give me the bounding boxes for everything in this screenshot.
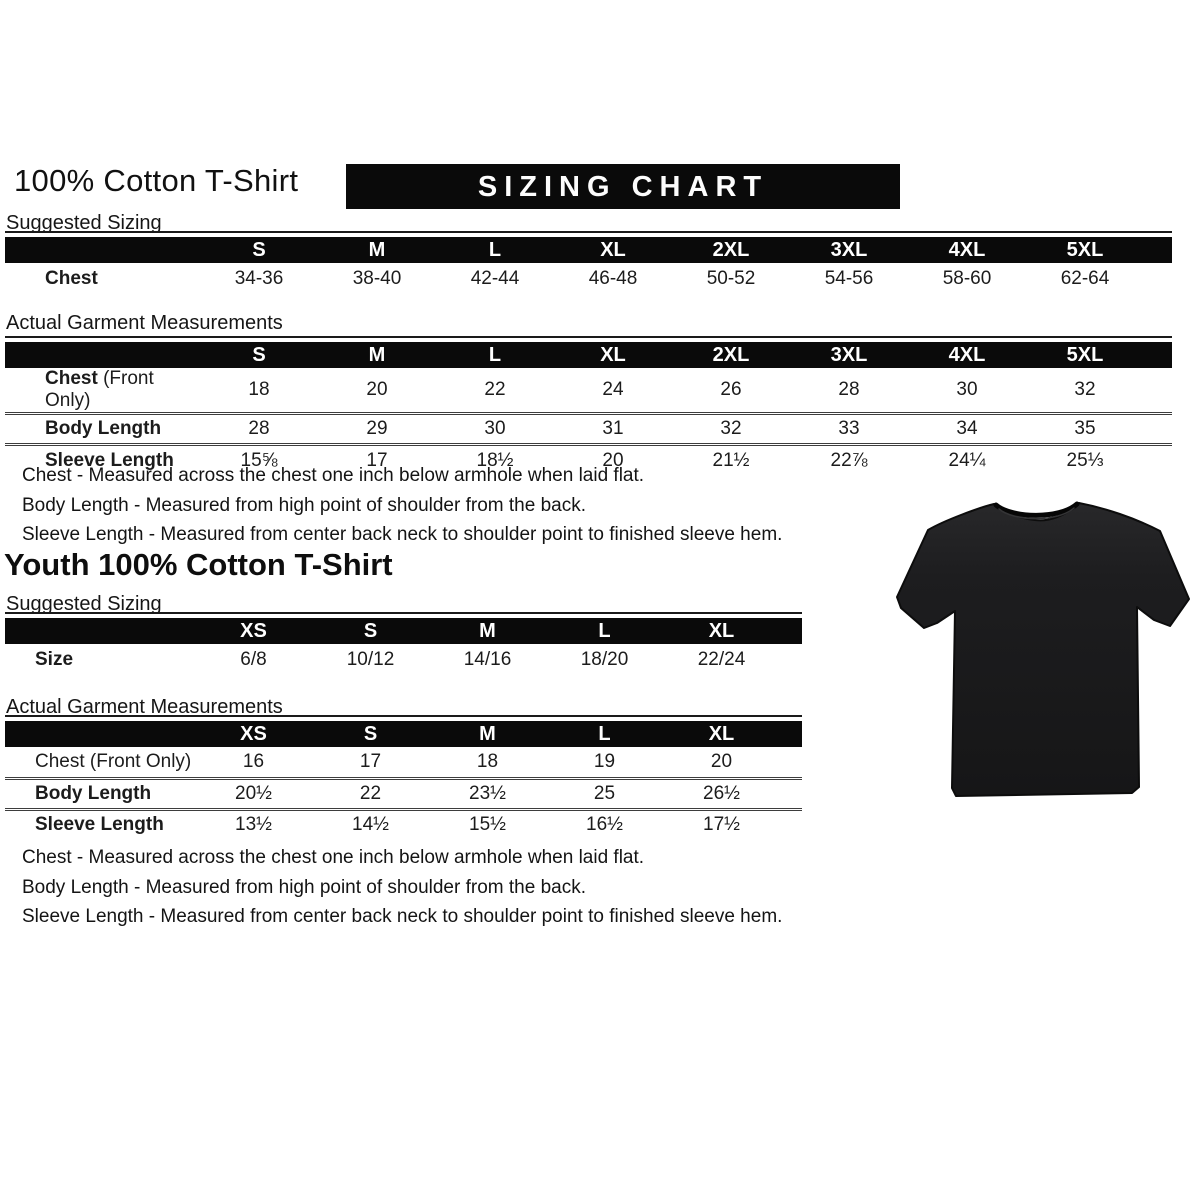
youth-actual-measurements-table [5,715,802,840]
col-header: XL [663,721,780,747]
value-cell: 24¼ [908,445,1026,476]
col-header: M [429,618,546,644]
tshirt-silhouette [897,503,1189,796]
col-header: 3XL [790,237,908,263]
adult-suggested-sizing-table [5,231,1172,294]
value-cell: 18 [248,379,270,400]
size-header-row [5,618,802,644]
youth-suggested-sizing-label: Suggested Sizing [6,593,162,615]
value-cell: 54-56 [824,267,874,289]
col-header: 5XL [1026,342,1144,368]
value-cell: 10/12 [346,648,395,670]
value-cell: 35 [1026,414,1144,445]
note-sleeve-length: Sleeve Length - Measured from center back neck to shoulder point to finished sleeve hem. [22,906,783,927]
adult-actual-measurements-label: Actual Garment Measurements [6,312,283,334]
table-row-body-length [5,414,1172,445]
empty-header-cell [5,618,195,644]
col-header: S [200,342,318,368]
table-row-body-length [5,778,802,809]
size-header-row [5,342,1172,368]
note-chest: Chest - Measured across the chest one inch below armhole when laid flat. [22,847,645,868]
col-header: 2XL [672,342,790,368]
col-header: 3XL [790,342,908,368]
value-cell: 34 [908,414,1026,445]
value-cell: 22 [484,379,506,400]
adult-actual-measurements-table [5,336,1172,476]
row-label: Chest [45,267,98,289]
row-label: Chest (Front Only) [35,750,192,772]
value-cell: 13½ [195,809,312,840]
value-cell: 50-52 [706,267,756,289]
youth-suggested-sizing-table [5,612,802,675]
youth-section-title: Youth 100% Cotton T-Shirt [4,547,393,582]
col-header: XS [195,618,312,644]
value-cell: 38-40 [352,267,402,289]
value-cell: 18/20 [580,648,629,670]
col-header: 5XL [1026,237,1144,263]
filler-cell [780,809,802,840]
value-cell: 28 [838,379,860,400]
col-header: XL [554,237,672,263]
value-cell: 15⅝ [200,445,318,476]
value-cell: 22 [312,778,429,809]
filler-cell [780,778,802,809]
value-cell: 22⅞ [790,445,908,476]
row-label: Sleeve Length [5,445,200,476]
adult-measurement-notes [22,461,782,550]
value-cell: 20 [710,750,733,772]
note-chest: Chest - Measured across the chest one inch below armhole when laid flat. [22,465,645,486]
adult-suggested-sizing-label: Suggested Sizing [6,212,162,234]
filler-cell [1144,445,1172,476]
value-cell: 28 [200,414,318,445]
col-header: S [312,618,429,644]
col-header: XL [663,618,780,644]
value-cell: 22/24 [697,648,746,670]
value-cell: 14½ [312,809,429,840]
filler-cell [1144,414,1172,445]
col-header: L [546,721,663,747]
empty-header-cell [5,721,195,747]
youth-measurement-notes [22,843,782,932]
table-row-size [5,644,802,675]
col-header: XS [195,721,312,747]
filler-header-cell [1144,237,1172,263]
value-cell: 33 [790,414,908,445]
value-cell: 26 [720,379,742,400]
col-header: L [436,342,554,368]
value-cell: 31 [554,414,672,445]
filler-header-cell [780,721,802,747]
value-cell: 19 [593,750,616,772]
value-cell: 26½ [663,778,780,809]
value-cell: 20½ [195,778,312,809]
empty-header-cell [5,342,200,368]
value-cell: 18½ [436,445,554,476]
youth-actual-measurements-label: Actual Garment Measurements [6,696,283,718]
value-cell: 20 [554,445,672,476]
col-header: 2XL [672,237,790,263]
col-header: XL [554,342,672,368]
col-header: M [429,721,546,747]
value-cell: 46-48 [588,267,638,289]
value-cell: 15½ [429,809,546,840]
value-cell: 58-60 [942,267,992,289]
value-cell: 42-44 [470,267,520,289]
row-label: Sleeve Length [5,809,195,840]
value-cell: 17 [359,750,382,772]
value-cell: 21½ [672,445,790,476]
filler-header-cell [1144,342,1172,368]
filler-cell [1144,263,1172,294]
row-label: Body Length [5,414,200,445]
page-title: 100% Cotton T-Shirt [14,163,299,198]
value-cell: 14/16 [463,648,512,670]
col-header: S [200,237,318,263]
value-cell: 25 [546,778,663,809]
value-cell: 32 [1074,379,1096,400]
table-row-chest [5,263,1172,294]
value-cell: 25⅓ [1026,445,1144,476]
table-row-sleeve-length [5,809,802,840]
value-cell: 62-64 [1060,267,1110,289]
col-header: M [318,237,436,263]
row-label: Size [35,648,74,670]
value-cell: 17 [318,445,436,476]
empty-header-cell [5,237,200,263]
value-cell: 18 [476,750,499,772]
row-label: Body Length [5,778,195,809]
row-label: Chest (Front Only) [45,368,154,411]
col-header: 4XL [908,342,1026,368]
note-body-length: Body Length - Measured from high point of shoulder from the back. [22,494,586,516]
value-cell: 30 [956,379,978,400]
col-header: S [312,721,429,747]
size-header-row [5,721,802,747]
sizing-chart-banner: SIZING CHART [346,164,900,209]
value-cell: 24 [602,379,624,400]
value-cell: 16 [242,750,265,772]
filler-cell [1144,368,1172,414]
value-cell: 17½ [663,809,780,840]
value-cell: 16½ [546,809,663,840]
value-cell: 30 [436,414,554,445]
value-cell: 6/8 [240,648,267,670]
value-cell: 34-36 [234,267,284,289]
value-cell: 20 [366,379,388,400]
col-header: 4XL [908,237,1026,263]
table-row-chest [5,368,1172,414]
col-header: M [318,342,436,368]
col-header: L [546,618,663,644]
value-cell: 32 [672,414,790,445]
black-tshirt-image [893,480,1193,812]
table-row-chest [5,747,802,778]
size-header-row [5,237,1172,263]
filler-cell [780,644,802,675]
filler-cell [780,747,802,778]
filler-header-cell [780,618,802,644]
value-cell: 29 [318,414,436,445]
value-cell: 23½ [429,778,546,809]
col-header: L [436,237,554,263]
note-body-length: Body Length - Measured from high point of shoulder from the back. [22,876,586,898]
note-sleeve-length: Sleeve Length - Measured from center back neck to shoulder point to finished sleeve hem. [22,524,783,545]
